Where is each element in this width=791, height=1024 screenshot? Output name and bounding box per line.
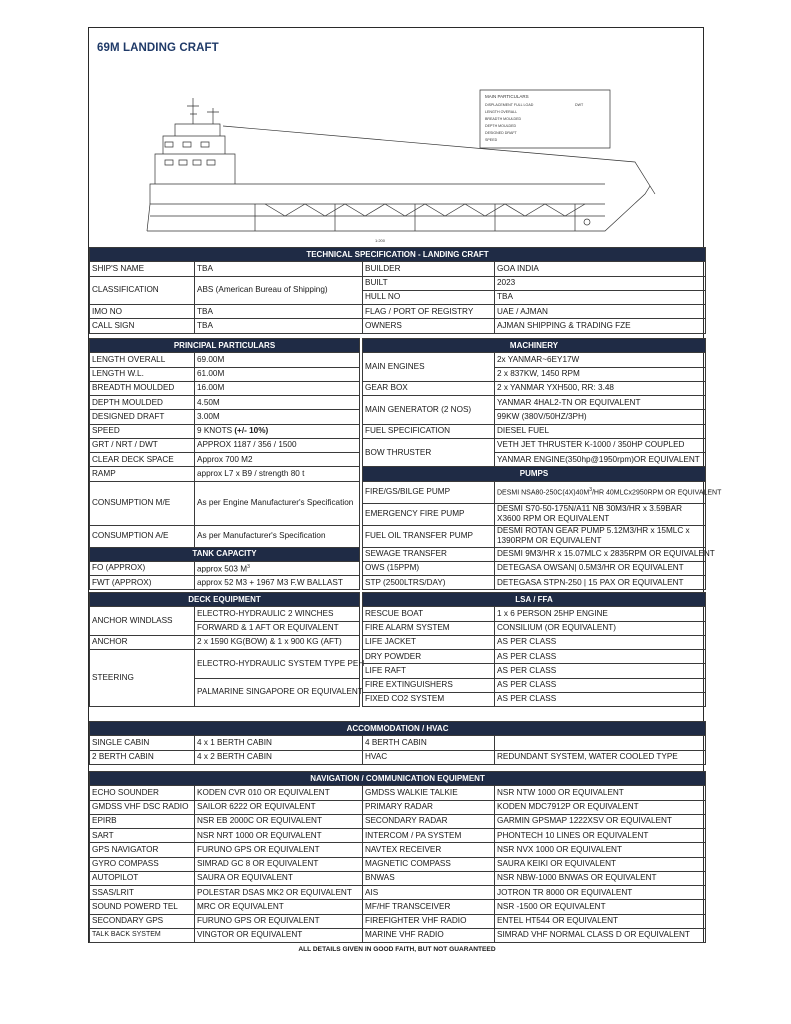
spec-value: VINGTOR OR EQUIVALENT [195, 928, 363, 942]
spec-label: DRY POWDER [363, 650, 495, 664]
spec-value: POLESTAR DSAS MK2 OR EQUIVALENT [195, 886, 363, 900]
spec-label: OWNERS [363, 319, 495, 333]
spec-label: AIS [363, 886, 495, 900]
spec-label: RAMP [90, 467, 195, 481]
spec-value: KODEN CVR 010 OR EQUIVALENT [195, 786, 363, 800]
spec-value: DETEGASA STPN-250 | 15 PAX OR EQUIVALENT [495, 576, 706, 590]
spec-value: UAE / AJMAN [495, 305, 706, 319]
drawing-scale: 1:200 [375, 238, 386, 243]
spec-label: GMDSS VHF DSC RADIO [90, 800, 195, 814]
spec-value: DESMI ROTAN GEAR PUMP 5.12M3/HR x 15MLC x 1390RPM OR EQUIVALENT [495, 525, 706, 547]
spec-label: CLEAR DECK SPACE [90, 453, 195, 467]
spec-label: CALL SIGN [90, 319, 195, 333]
spec-label: ANCHOR [90, 635, 195, 649]
spec-value: 4 x 1 BERTH CABIN [195, 736, 363, 750]
machinery-table [362, 338, 722, 590]
spec-value: CONSILIUM (OR EQUIVALENT) [495, 621, 706, 635]
spec-label: FO (APPROX) [90, 561, 195, 575]
spec-value: AS PER CLASS [495, 635, 706, 649]
spec-value: NSR -1500 OR EQUIVALENT [495, 900, 706, 914]
spec-value: 1 x 6 PERSON 25HP ENGINE [495, 607, 706, 621]
spec-label: GEAR BOX [363, 381, 495, 395]
spec-label: CONSUMPTION M/E [90, 481, 195, 525]
section-header: NAVIGATION / COMMUNICATION EQUIPMENT [90, 772, 706, 786]
spec-label: SINGLE CABIN [90, 736, 195, 750]
section-header: TECHNICAL SPECIFICATION - LANDING CRAFT [90, 248, 706, 262]
spec-label: HULL NO [363, 290, 495, 304]
spec-label: MAGNETIC COMPASS [363, 857, 495, 871]
spec-label: CONSUMPTION A/E [90, 525, 195, 547]
spec-value: TBA [195, 319, 363, 333]
spec-value: approx 52 M3 + 1967 M3 F.W BALLAST [195, 576, 360, 590]
spec-value: 61.00M [195, 367, 360, 381]
pump-spec-part: /HR 40MLCx2950RPM OR EQUIVALENT [591, 489, 722, 497]
spec-value: AJMAN SHIPPING & TRADING FZE [495, 319, 706, 333]
tech-spec-table [89, 247, 706, 334]
spec-value: TBA [195, 305, 363, 319]
spec-value [495, 481, 722, 503]
spec-label: DESIGNED DRAFT [90, 410, 195, 424]
spec-value: TBA [195, 262, 363, 276]
spec-label: FIRE ALARM SYSTEM [363, 621, 495, 635]
navigation-table [89, 771, 706, 943]
pump-spec-part: DESMI NSA80-250C(4X)40M [497, 489, 590, 497]
spec-value: ABS (American Bureau of Shipping) [195, 276, 363, 305]
spec-label: ANCHOR WINDLASS [90, 607, 195, 636]
spec-value: NSR NVX 1000 OR EQUIVALENT [495, 843, 706, 857]
drawing-table-line: DEPTH MOULDED [485, 124, 517, 128]
spec-value: NSR NTW 1000 OR EQUIVALENT [495, 786, 706, 800]
spec-value: JOTRON TR 8000 OR EQUIVALENT [495, 886, 706, 900]
spec-value: AS PER CLASS [495, 692, 706, 706]
spec-label: EMERGENCY FIRE PUMP [363, 503, 495, 525]
section-header: LSA / FFA [363, 593, 706, 607]
spec-label: FIRE/GS/BILGE PUMP [363, 481, 495, 503]
spec-label: MARINE VHF RADIO [363, 928, 495, 942]
spec-label: LENGTH OVERALL [90, 353, 195, 367]
drawing-table-line: DESIGNED DRAFT [485, 131, 517, 135]
deck-equipment-table [89, 592, 365, 707]
spec-label: FLAG / PORT OF REGISTRY [363, 305, 495, 319]
spec-label: NAVTEX RECEIVER [363, 843, 495, 857]
spec-value: 2023 [495, 276, 706, 290]
spec-label: FIREFIGHTER VHF RADIO [363, 914, 495, 928]
spec-value: FURUNO GPS OR EQUIVALENT [195, 843, 363, 857]
spec-value: 2 x 837KW, 1450 RPM [495, 367, 706, 381]
spec-label: TALK BACK SYSTEM [90, 928, 195, 942]
vessel-profile-drawing [135, 76, 675, 276]
spec-label: 2 BERTH CABIN [90, 750, 195, 764]
spec-label: FIRE EXTINGUISHERS [363, 678, 495, 692]
spec-label: ECHO SOUNDER [90, 786, 195, 800]
spec-label: BUILT [363, 276, 495, 290]
accommodation-table [89, 721, 706, 765]
spec-label: CLASSIFICATION [90, 276, 195, 305]
spec-label: OWS (15PPM) [363, 561, 495, 575]
spec-label: BREADTH MOULDED [90, 381, 195, 395]
spec-label: INTERCOM / PA SYSTEM [363, 829, 495, 843]
spec-value: Approx 700 M2 [195, 453, 360, 467]
spec-value: GOA INDIA [495, 262, 706, 276]
spec-label: FUEL OIL TRANSFER PUMP [363, 525, 495, 547]
drawing-table-line: SPEED [485, 138, 498, 142]
spec-label: STEERING [90, 650, 195, 707]
spec-value: 99KW (380V/50HZ/3PH) [495, 410, 706, 424]
spec-label: IMO NO [90, 305, 195, 319]
section-header: PUMPS [363, 467, 706, 481]
spec-label: LIFE JACKET [363, 635, 495, 649]
spec-value: TBA [495, 290, 706, 304]
spec-value: As per Manufacturer's Specification [195, 525, 360, 547]
spec-label: AUTOPILOT [90, 871, 195, 885]
disclaimer-footer: ALL DETAILS GIVEN IN GOOD FAITH, BUT NOT GUARANTEED [298, 946, 496, 953]
spec-value [195, 424, 360, 438]
section-header: MACHINERY [363, 339, 706, 353]
spec-label: BNWAS [363, 871, 495, 885]
spec-value: FORWARD & 1 AFT OR EQUIVALENT [195, 621, 360, 635]
spec-label: FIXED CO2 SYSTEM [363, 692, 495, 706]
spec-value: 3.00M [195, 410, 360, 424]
spec-label: GPS NAVIGATOR [90, 843, 195, 857]
spec-value: PHONTECH 10 LINES OR EQUIVALENT [495, 829, 706, 843]
spec-label: BOW THRUSTER [363, 438, 495, 467]
spec-value: DETEGASA OWSAN| 0.5M3/HR OR EQUIVALENT [495, 561, 706, 575]
spec-value: DIESEL FUEL [495, 424, 706, 438]
unit-superscript: 3 [247, 564, 250, 570]
spec-label: SECONDARY GPS [90, 914, 195, 928]
spec-value: approx L7 x B9 / strength 80 t [195, 467, 360, 481]
spec-value: 2x YANMAR~6EY17W [495, 353, 706, 367]
speed-tolerance: (+/- 10%) [234, 426, 269, 436]
fo-capacity: approx 503 M [197, 564, 248, 574]
spec-value: MRC OR EQUIVALENT [195, 900, 363, 914]
spec-label: STP (2500LTRS/DAY) [363, 576, 495, 590]
spec-label: MAIN GENERATOR (2 NOS) [363, 396, 495, 425]
unit-superscript: 3 [589, 487, 592, 494]
spec-value: KODEN MDC7912P OR EQUIVALENT [495, 800, 706, 814]
spec-value: ENTEL HT544 OR EQUIVALENT [495, 914, 706, 928]
page-title: 69M LANDING CRAFT [97, 42, 219, 54]
spec-value: ELECTRO-HYDRAULIC SYSTEM TYPE PEH [195, 650, 360, 679]
spec-value: SIMRAD VHF NORMAL CLASS D OR EQUIVALENT [495, 928, 706, 942]
spec-value: FURUNO GPS OR EQUIVALENT [195, 914, 363, 928]
spec-label: LENGTH W.L. [90, 367, 195, 381]
spec-value: PALMARINE SINGAPORE OR EQUIVALENT [195, 678, 360, 707]
drawing-table-line: BREADTH MOULDED [485, 117, 522, 121]
spec-label: SART [90, 829, 195, 843]
drawing-table-line: LENGTH OVERALL [485, 110, 518, 114]
spec-label: SHIP'S NAME [90, 262, 195, 276]
spec-label: SOUND POWERD TEL [90, 900, 195, 914]
principal-particulars-table [89, 338, 360, 590]
spec-value: SAURA KEIKI OR EQUIVALENT [495, 857, 706, 871]
spec-value: 4.50M [195, 396, 360, 410]
spec-value: APPROX 1187 / 356 / 1500 [195, 438, 360, 452]
spec-value: VETH JET THRUSTER K-1000 / 350HP COUPLED [495, 438, 706, 452]
spec-value: NSR EB 2000C OR EQUIVALENT [195, 814, 363, 828]
spec-label: SPEED [90, 424, 195, 438]
spec-label: PRIMARY RADAR [363, 800, 495, 814]
spec-label: RESCUE BOAT [363, 607, 495, 621]
spec-value: AS PER CLASS [495, 678, 706, 692]
spec-label: GYRO COMPASS [90, 857, 195, 871]
spec-value: 2 x 1590 KG(BOW) & 1 x 900 KG (AFT) [195, 635, 360, 649]
spec-label: FUEL SPECIFICATION [363, 424, 495, 438]
spec-value: AS PER CLASS [495, 664, 706, 678]
spec-value: 16.00M [195, 381, 360, 395]
section-header: DECK EQUIPMENT [90, 593, 360, 607]
spec-value: DESMI 9M3/HR x 15.07MLC x 2835RPM OR EQUIVALENT [495, 547, 706, 561]
section-header: PRINCIPAL PARTICULARS [90, 339, 360, 353]
spec-value [195, 561, 360, 575]
spec-value: YANMAR 4HAL2-TN OR EQUIVALENT [495, 396, 706, 410]
spec-label: EPIRB [90, 814, 195, 828]
spec-label: GMDSS WALKIE TALKIE [363, 786, 495, 800]
spec-label: BUILDER [363, 262, 495, 276]
spec-value: SAURA OR EQUIVALENT [195, 871, 363, 885]
spec-value: 69.00M [195, 353, 360, 367]
spec-value: ELECTRO-HYDRAULIC 2 WINCHES [195, 607, 360, 621]
spec-value: YANMAR ENGINE(350hp@1950rpm)OR EQUIVALENT [495, 453, 706, 467]
speed-value: 9 KNOTS [197, 426, 233, 436]
spec-label: MAIN ENGINES [363, 353, 495, 382]
spec-label: FWT (APPROX) [90, 576, 195, 590]
lsa-ffa-table [362, 592, 706, 707]
spec-value: NSR NRT 1000 OR EQUIVALENT [195, 829, 363, 843]
spec-value: As per Engine Manufacturer's Specification [195, 481, 360, 525]
drawing-table-line: DWT [575, 103, 584, 107]
spec-value: SAILOR 6222 OR EQUIVALENT [195, 800, 363, 814]
spec-label: DEPTH MOULDED [90, 396, 195, 410]
spec-value: NSR NBW-1000 BNWAS OR EQUIVALENT [495, 871, 706, 885]
spec-value: REDUNDANT SYSTEM, WATER COOLED TYPE [495, 750, 706, 764]
section-header: ACCOMMODATION / HVAC [90, 722, 706, 736]
drawing-table-header: MAIN PARTICULARS [485, 94, 529, 99]
spec-value [495, 736, 706, 750]
section-header: TANK CAPACITY [90, 547, 360, 561]
spec-value: AS PER CLASS [495, 650, 706, 664]
spec-label: SEWAGE TRANSFER [363, 547, 495, 561]
spec-label: SECONDARY RADAR [363, 814, 495, 828]
spec-label: MF/HF TRANSCEIVER [363, 900, 495, 914]
spec-label: SSAS/LRIT [90, 886, 195, 900]
spec-value: SIMRAD GC 8 OR EQUIVALENT [195, 857, 363, 871]
spec-label: GRT / NRT / DWT [90, 438, 195, 452]
spec-label: LIFE RAFT [363, 664, 495, 678]
spec-value: 4 x 2 BERTH CABIN [195, 750, 363, 764]
drawing-table-line: DISPLACEMENT FULL LOAD [485, 103, 534, 107]
spec-value: 2 x YANMAR YXH500, RR: 3.48 [495, 381, 706, 395]
spec-value: DESMI S70-50-175N/A11 NB 30M3/HR x 3.59BAR X3600 RPM OR EQUIVALENT [495, 503, 706, 525]
spec-sheet [88, 27, 722, 953]
spec-label: 4 BERTH CABIN [363, 736, 495, 750]
spec-value: GARMIN GPSMAP 1222XSV OR EQUIVALENT [495, 814, 706, 828]
spec-label: HVAC [363, 750, 495, 764]
